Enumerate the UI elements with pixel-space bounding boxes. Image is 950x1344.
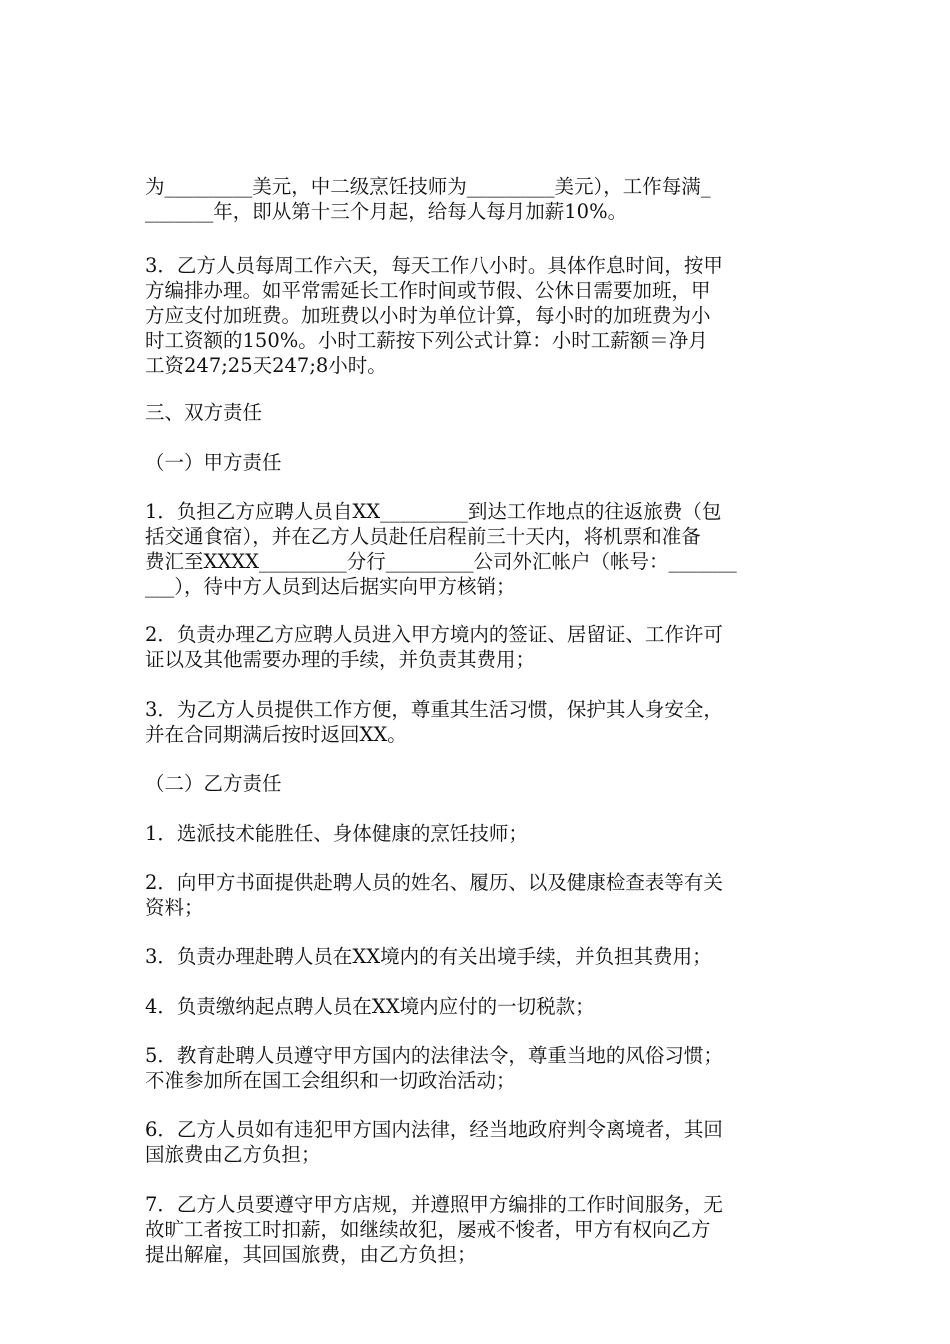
text-line: 故旷工者按工时扣薪，如继续故犯，屡戒不悛者，甲方有权向乙方 [145, 1218, 711, 1241]
text-line: 4．负责缴纳起点聘人员在XX境内应付的一切税款； [145, 995, 595, 1018]
text-line: 6．乙方人员如有违犯甲方国内法律，经当地政府判令离境者，其回 [145, 1118, 723, 1141]
text-line: 时工资额的150%。小时工薪按下列公式计算：小时工薪额＝净月 [145, 329, 708, 352]
text-line: 工资247;25天247;8小时。 [145, 354, 387, 377]
text-line: 并在合同期满后按时返回XX。 [145, 723, 407, 746]
text-line: （二）乙方责任 [145, 772, 282, 795]
text-line: 证以及其他需要办理的手续，并负责其费用； [145, 648, 536, 671]
paragraph-party-b-item-7 [145, 1142, 723, 1317]
text-line: ___），待中方人员到达后据实向甲方核销； [145, 575, 516, 598]
text-line: 方编排办理。如平常需延长工作时间或节假、公休日需要加班，甲 [145, 279, 711, 302]
text-line: 资料； [145, 896, 204, 919]
text-line: 2．向甲方书面提供赴聘人员的姓名、履历、以及健康检查表等有关 [145, 871, 723, 894]
text-line: 2．负责办理乙方应聘人员进入甲方境内的签证、居留证、工作许可 [145, 623, 723, 646]
text-line: 1．负担乙方应聘人员自XX_________到达工作地点的往返旅费（包 [145, 500, 722, 523]
text-line: 不准参加所在国工会组织和一切政治活动； [145, 1069, 516, 1092]
text-line: 提出解雇，其回国旅费，由乙方负担； [145, 1243, 477, 1266]
text-line: 3．负责办理赴聘人员在XX境内的有关出境手续，并负担其费用； [145, 945, 712, 968]
text-line: （一）甲方责任 [145, 451, 282, 474]
text-line: 为_________美元，中二级烹饪技师为_________美元），工作每满_ [145, 175, 711, 198]
text-line: 费汇至XXXX_________分行_________公司外汇帐户（帐号：_______ [145, 550, 737, 573]
text-line: 7．乙方人员要遵守甲方店规，并遵照甲方编排的工作时间服务，无 [145, 1193, 723, 1216]
text-line: 1．选派技术能胜任、身体健康的烹饪技师； [145, 822, 528, 845]
text-line: 3．为乙方人员提供工作方便，尊重其生活习惯，保护其人身安全， [145, 698, 723, 721]
text-line: 3．乙方人员每周工作六天，每天工作八小时。具体作息时间，按甲 [145, 254, 723, 277]
text-line: 5．教育赴聘人员遵守甲方国内的法律法令，尊重当地的风俗习惯； [145, 1044, 723, 1067]
text-line: 国旅费由乙方负担； [145, 1143, 321, 1166]
text-line: 括交通食宿），并在乙方人员赴任启程前三十天内，将机票和准备 [145, 525, 701, 548]
text-line: _______年，即从第十三个月起，给每人每月加薪10%。 [145, 200, 628, 223]
text-line: 方应支付加班费。加班费以小时为单位计算，每小时的加班费为小 [145, 304, 711, 327]
text-line: 三、双方责任 [145, 401, 263, 424]
